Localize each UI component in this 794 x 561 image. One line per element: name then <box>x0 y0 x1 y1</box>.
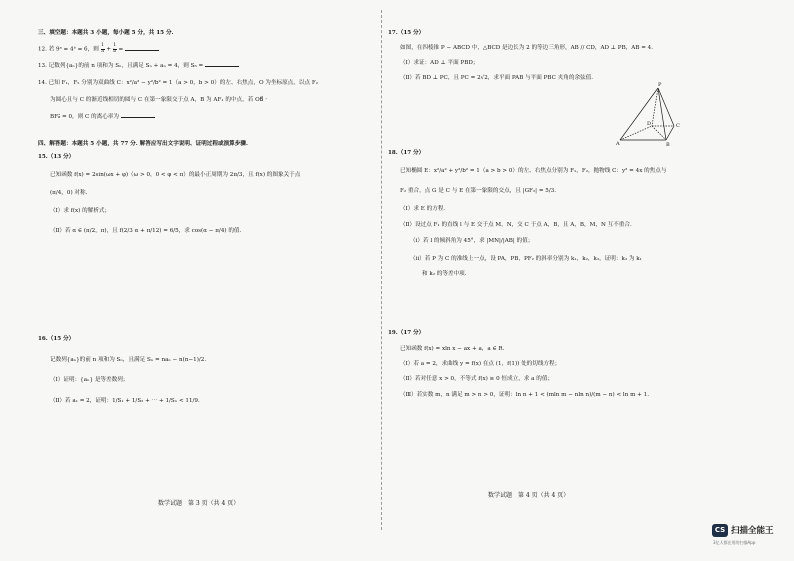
q18-sub-1: （ⅰ）若 l 的倾斜角为 45°，求 |MN|/|AB| 的值； <box>410 238 534 244</box>
q18-line-1: 已知椭圆 E：x²/a² + y²/b² = 1（a > b > 0）的左、右焦点分别为 F₁，F₂，抛物线 C：y² = 4x 的焦点与 <box>400 168 667 174</box>
q13-text: 13. 记数列{aₙ}的前 n 项和为 Sₙ，且满足 Sₙ + aₙ = 4，则 S₆ = <box>38 63 204 69</box>
question-12 <box>38 44 159 54</box>
label-B: B <box>666 142 670 148</box>
question-14-line-1: 14. 已知 F₁，F₂ 分别为双曲线 C：x²/a² − y²/b² = 1（a > 0，b > 0）的左、右焦点，O 为坐标原点，以点 F₂ <box>38 80 318 86</box>
question-13 <box>38 62 239 70</box>
label-C: C <box>676 123 680 129</box>
camscanner-tagline: 3亿人都在用的扫描App <box>713 540 756 545</box>
edge-PC <box>658 88 674 126</box>
section-3-header: 三、填空题：本题共 3 小题，每小题 5 分，共 15 分. <box>38 30 174 36</box>
q15-line-1: 已知函数 f(x) = 2sin(ωx + φ)（ω > 0，0 < φ < π）的最小正周期为 2π/3，且 f(x) 的图象关于点 <box>50 172 301 178</box>
q19-part-3: （Ⅲ）若实数 m，n 满足 m > n > 0，证明：ln n + 1 < (mln m − nln n)/(m − n) < ln m + 1. <box>400 392 649 398</box>
q15-line-2: (π/4，0) 对称. <box>50 190 88 196</box>
q15-part-1: （Ⅰ）求 f(x) 的解析式； <box>50 208 111 214</box>
q16-part-2: （Ⅱ）若 a₁ = 2，证明：1/S₁ + 1/S₂ + ⋯ + 1/Sₙ < 11/9. <box>50 398 200 404</box>
q12-frac2-num: 1 <box>113 43 117 48</box>
q18-header: 18.（17 分） <box>388 150 425 156</box>
q19-header: 19.（17 分） <box>388 330 425 336</box>
q12-plus: + <box>106 46 111 53</box>
camscanner-logo: CS <box>712 524 728 537</box>
q16-line-1: 记数列{aₙ}的前 n 项和为 Sₙ，且满足 Sₙ = naₙ − n(n−1)/2. <box>50 357 207 363</box>
q16-header: 16.（15 分） <box>38 336 75 342</box>
q15-header: 15.（13 分） <box>38 154 75 160</box>
section-4-header: 四、解答题：本题共 5 小题，共 77 分. 解答应写出文字说明、证明过程或演算步骤. <box>38 141 248 147</box>
q12-post: = <box>118 46 124 53</box>
q12-frac2-den: b <box>113 48 117 54</box>
camscanner-name: 扫描全能王 <box>731 526 774 536</box>
q17-part-1: （Ⅰ）求证：AD ⊥ 平面 PBD； <box>400 60 479 66</box>
page-4-footer: 数学试题 第 4 页（共 4 页） <box>488 492 570 499</box>
question-14-line-3 <box>50 113 155 121</box>
q18-sub-2-continued: 和 k₂ 的等差中项. <box>422 271 467 277</box>
edge-PB <box>658 88 666 140</box>
page-3-footer: 数学试题 第 3 页（共 4 页） <box>158 500 240 507</box>
exam-page-4 <box>384 0 794 561</box>
q12-frac1-num: 1 <box>101 43 105 48</box>
q16-part-1: （Ⅰ）证明：{aₙ} 是等差数列； <box>50 377 129 383</box>
q18-line-2: F₂ 重合，点 G 是 C 与 E 在第一象限的交点，且 |GF₂| = 5/3. <box>400 188 557 194</box>
q17-line-1: 如图，在四棱锥 P − ABCD 中，△BCD 是边长为 2 的等边三角形，AB // CD，AD ⊥ PB，AB = 4. <box>400 45 654 51</box>
q18-part-1: （Ⅰ）求 E 的方程. <box>400 206 446 212</box>
edge-PA <box>620 88 658 140</box>
exam-page-3 <box>0 0 380 561</box>
q12-fraction-1 <box>101 44 105 54</box>
q19-line-1: 已知函数 f(x) = xln x − ax + a，a ∈ R. <box>400 346 505 352</box>
q12-pre: 若 9ᵃ = 4ᵇ = 6，则 <box>48 46 99 53</box>
q14-answer-blank <box>121 113 155 118</box>
pyramid-figure <box>616 78 688 150</box>
edge-BC <box>666 126 674 140</box>
q19-part-2: （Ⅱ）若对任意 x > 0，不等式 f(x) ≥ 0 恒成立，求 a 的值； <box>400 376 554 382</box>
q18-part-2: （Ⅱ）设过点 F₁ 的直线 l 与 E 交于点 M，N，交 C 于点 A，B，且 A，B，M，N 互不重合. <box>400 222 632 228</box>
label-A: A <box>616 141 620 147</box>
page-fold-divider <box>381 10 383 530</box>
label-P: P <box>658 82 662 88</box>
label-D: D <box>647 121 652 127</box>
q12-answer-blank <box>125 46 159 51</box>
q14-line3-text: BF₂⃗ = 0，则 C 的离心率为 <box>50 114 120 120</box>
q18-sub-2: （ⅱ）若 P 为 C 的准线上一点，设 PA，PB，PF₂ 的斜率分别为 k₁，k₂，k₃，证明：k₃ 为 k₁ <box>410 256 642 262</box>
q13-answer-blank <box>205 62 239 67</box>
q17-part-2: （Ⅱ）若 BD ⊥ PC，且 PC = 2√2，求平面 PAB 与平面 PBC 夹角的余弦值. <box>400 75 594 81</box>
q12-number: 12. <box>38 46 47 53</box>
q12-frac1-den: a <box>101 48 104 54</box>
q12-fraction-2 <box>113 44 117 54</box>
q17-header: 17.（15 分） <box>388 30 425 36</box>
q19-part-1: （Ⅰ）若 a = 2，求曲线 y = f(x) 在点 (1，f(1)) 处的切线方程； <box>400 361 561 367</box>
edge-PD <box>652 88 658 126</box>
q15-part-2: （Ⅱ）若 α ∈ (π/2，π)，且 f(2/3 α + π/12) = 6/5，求 cos(α − π/4) 的值. <box>50 228 242 234</box>
question-14-line-2: 为圆心且与 C 的渐近线相切的圆与 C 在第一象限交于点 A，B 为 AF₁ 的中点，若 OB⃗ · <box>50 97 268 103</box>
